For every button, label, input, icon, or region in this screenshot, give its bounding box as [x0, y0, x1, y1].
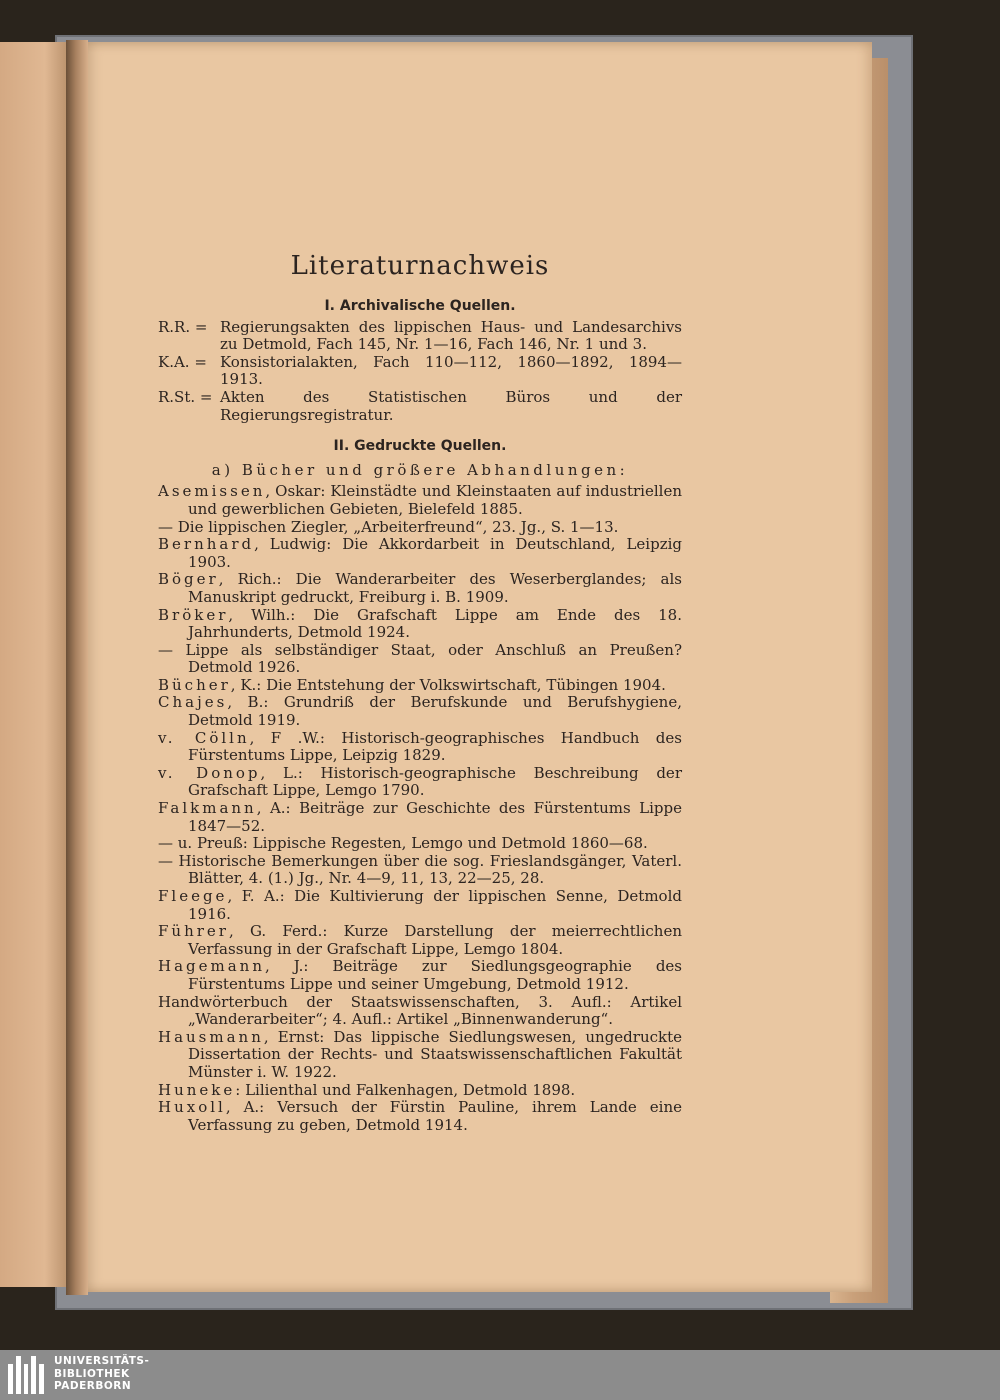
bibliography-entry: [158, 765, 682, 800]
entry-text: , B.: Grundriß der Berufskunde und Berufshygiene, Detmold 1919.: [188, 693, 682, 730]
library-logo-icon: [8, 1356, 44, 1394]
entry-author: Hausmann: [158, 1027, 264, 1046]
entry-text: , G. Ferd.: Kurze Darstellung der meierrechtlichen Verfassung in der Grafschaft Lippe, Lemgo 1804.: [188, 922, 682, 958]
bibliography-entry: [158, 694, 682, 729]
entry-author: Bröker: [158, 605, 229, 624]
library-logo-text: [54, 1355, 149, 1393]
entry-text: , A.: Versuch der Fürstin Pauline, ihrem Lande eine Verfassung zu geben, Detmold 1914.: [188, 1098, 682, 1134]
abbreviation-text: Akten des Statistischen Büros und der Regierungsregistratur.: [220, 387, 682, 424]
bibliography-entry: [158, 677, 682, 695]
entry-text: Handwörterbuch der Staatswissenschaften, 3. Aufl.: Artikel „Wanderarbeiter“; 4. Aufl.: Artikel „Binnenwanderung“.: [158, 992, 682, 1029]
logo-line: BIBLIOTHEK: [54, 1367, 130, 1380]
entry-text: , F .W.: Historisch-geographisches Handbuch des Fürstentums Lippe, Leipzig 1829.: [188, 728, 682, 765]
subsection-heading-books: a) Bücher und größere Abhandlungen:: [211, 460, 629, 479]
entry-text: , J.: Beiträge zur Siedlungsgeographie des Fürstentums Lippe und seiner Umgebung, Detmold 1912.: [188, 957, 682, 993]
abbreviation-list: [158, 319, 682, 425]
book-gutter: [66, 40, 88, 1295]
entry-text: , L.: Historisch-geographische Beschreibung der Grafschaft Lippe, Lemgo 1790.: [188, 763, 682, 800]
abbreviation-key: K.A. =: [158, 352, 207, 371]
bibliography-entry: [158, 519, 682, 537]
abbreviation-text: Konsistorialakten, Fach 110—112, 1860—1892, 1894—1913.: [220, 352, 682, 389]
bibliography-entry: [158, 994, 682, 1029]
bibliography-list: [158, 483, 682, 1134]
entry-author: Böger: [158, 570, 219, 589]
entry-text: — Lippe als selbständiger Staat, oder Anschluß an Preußen? Detmold 1926.: [158, 640, 682, 677]
logo-line: PADERBORN: [54, 1380, 132, 1392]
bibliography-entry: [158, 642, 682, 677]
bibliography-entry: [158, 800, 682, 835]
entry-author: Bücher: [158, 675, 231, 694]
entry-text: , Rich.: Die Wanderarbeiter des Weserberglandes; als Manuskript gedruckt, Freiburg i. B. 1909.: [188, 570, 682, 606]
section-heading-archival: I. Archivalische Quellen.: [324, 298, 516, 314]
entry-author: Huxoll: [158, 1098, 226, 1117]
page-content: [158, 250, 682, 1134]
entry-text: , A.: Beiträge zur Geschichte des Fürstentums Lippe 1847—52.: [188, 799, 682, 835]
bibliography-entry: [158, 1082, 682, 1100]
entry-author: Huneke: [158, 1080, 236, 1099]
library-footer: [0, 1350, 1000, 1400]
entry-author: Asemissen: [158, 482, 266, 501]
bibliography-entry: [158, 888, 682, 923]
entry-text: , F. A.: Die Kultivierung der lippischen Senne, Detmold 1916.: [188, 887, 682, 923]
page-title: Literaturnachweis: [290, 251, 550, 281]
entry-text: — Die lippischen Ziegler, „Arbeiterfreund“, 23. Jg., S. 1—13.: [158, 517, 619, 536]
entry-author: Chajes: [158, 693, 228, 712]
entry-text: , Ludwig: Die Akkordarbeit in Deutschland, Leipzig 1903.: [188, 535, 682, 571]
entry-author: Bernhard: [158, 535, 255, 554]
abbreviation-key: R.St. =: [158, 387, 213, 406]
entry-text: , K.: Die Entstehung der Volkswirtschaft, Tübingen 1904.: [230, 675, 666, 694]
entry-author: Falkmann: [158, 799, 257, 818]
bibliography-entry: [158, 1099, 682, 1134]
entry-text: : Lilienthal und Falkenhagen, Detmold 1898.: [235, 1080, 576, 1099]
bibliography-entry: [158, 958, 682, 993]
abbreviation-row: [158, 319, 682, 354]
bibliography-entry: [158, 730, 682, 765]
bibliography-entry: [158, 853, 682, 888]
left-page: [0, 42, 75, 1287]
bibliography-entry: [158, 607, 682, 642]
entry-text: — Historische Bemerkungen über die sog. Frieslandsgänger, Vaterl. Blätter, 4. (1.) Jg., Nr. 4—9, 11, 13, 22—25, 28.: [158, 851, 682, 888]
entry-text: , Oskar: Kleinstädte und Kleinstaaten auf industriellen und gewerblichen Gebieten, Bielefeld 1885.: [188, 482, 682, 518]
entry-author: Fleege: [158, 887, 228, 905]
entry-text: — u. Preuß: Lippische Regesten, Lemgo und Detmold 1860—68.: [158, 834, 648, 853]
bibliography-entry: [158, 1029, 682, 1082]
entry-text: , Ernst: Das lippische Siedlungswesen, ungedruckte Dissertation der Rechts- und Staatswissenschaftlichen Fakultät Münster i. W. 1922.: [188, 1027, 682, 1081]
logo-line: UNIVERSITÄTS-: [54, 1355, 150, 1367]
bibliography-entry: [158, 571, 682, 606]
section-heading-printed: II. Gedruckte Quellen.: [333, 438, 507, 455]
abbreviation-row: [158, 389, 682, 424]
bibliography-entry: [158, 923, 682, 958]
abbreviation-text: Regierungsakten des lippischen Haus- und Landesarchivs zu Detmold, Fach 145, Nr. 1—16, Fach 146, Nr. 1 und 3.: [220, 317, 682, 354]
entry-author: v. Donop: [158, 763, 261, 782]
entry-author: v. Cölln: [158, 728, 250, 747]
bibliography-entry: [158, 536, 682, 571]
entry-text: , Wilh.: Die Grafschaft Lippe am Ende des 18. Jahrhunderts, Detmold 1924.: [188, 605, 682, 642]
bibliography-entry: [158, 483, 682, 518]
entry-author: Hagemann: [158, 957, 265, 976]
abbreviation-row: [158, 354, 682, 389]
abbreviation-key: R.R. =: [158, 317, 208, 336]
bibliography-entry: [158, 835, 682, 853]
entry-author: Führer: [158, 922, 229, 941]
